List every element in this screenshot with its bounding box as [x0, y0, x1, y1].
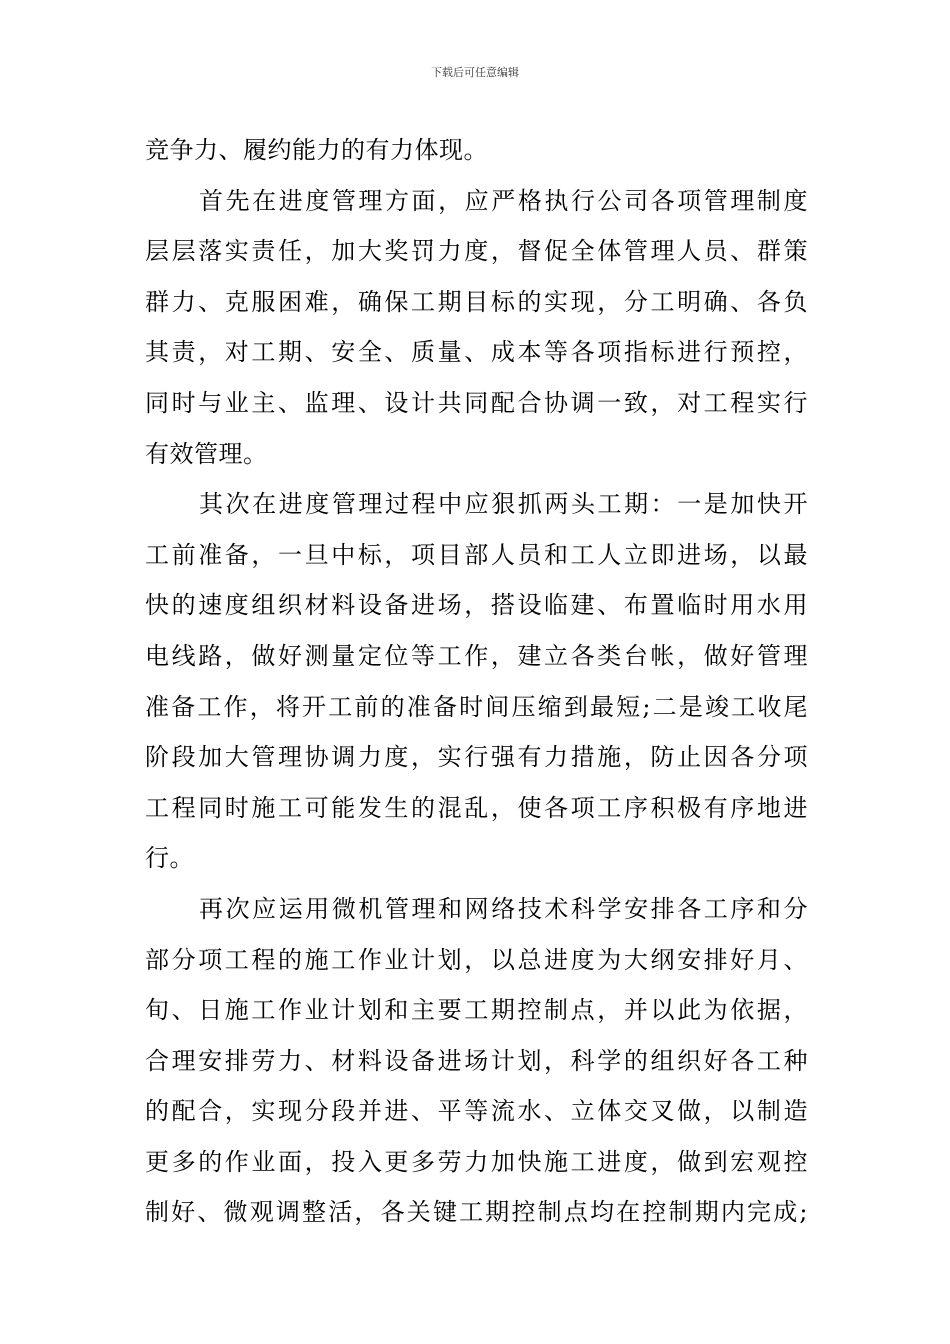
text-line: 有效管理。: [145, 439, 268, 468]
text-line: 制好、微观调整活，各关键工期控制点均在控制期内完成;: [145, 1198, 808, 1227]
text-line: 部分项工程的施工作业计划，以总进度为大纲安排好月、: [145, 945, 808, 974]
text-line: 竞争力、履约能力的有力体现。: [145, 136, 488, 164]
text-line: 的配合，实现分段并进、平等流水、立体交叉做，以制造: [145, 1097, 808, 1126]
document-body: [145, 125, 808, 1238]
text-line: 工程同时施工可能发生的混乱，使各项工序积极有序地进: [145, 793, 808, 822]
text-line: 快的速度组织材料设备进场，搭设临建、布置临时用水用: [145, 591, 808, 620]
text-line: 同时与业主、监理、设计共同配合协调一致，对工程实行: [145, 388, 808, 417]
text-line: 旬、日施工作业计划和主要工期控制点，并以此为依据，: [145, 996, 808, 1025]
text-line: 准备工作，将开工前的准备时间压缩到最短;二是竣工收尾: [145, 692, 808, 721]
text-line: 工前准备，一旦中标，项目部人员和工人立即进场，以最: [145, 540, 808, 569]
text-line: 层层落实责任，加大奖罚力度，督促全体管理人员、群策: [145, 237, 808, 266]
paragraph-first-line: 再次应运用微机管理和网络技术科学安排各工序和分: [199, 894, 808, 923]
paragraph-first-line: 其次在进度管理过程中应狠抓两头工期：一是加快开: [199, 490, 808, 519]
page-header-note: 下载后可任意编辑: [431, 66, 519, 79]
paragraph-first-line: 首先在进度管理方面，应严格执行公司各项管理制度: [199, 186, 808, 215]
text-line: 电线路，做好测量定位等工作，建立各类台帐，做好管理: [145, 641, 808, 670]
text-line: 阶段加大管理协调力度，实行强有力措施，防止因各分项: [145, 743, 808, 772]
text-line: 其责，对工期、安全、质量、成本等各项指标进行预控，: [145, 338, 808, 367]
text-line: 更多的作业面，投入更多劳力加快施工进度，做到宏观控: [145, 1147, 808, 1176]
text-line: 行。: [145, 844, 194, 873]
text-line: 群力、克服困难，确保工期目标的实现，分工明确、各负: [145, 287, 808, 316]
text-line: 合理安排劳力、材料设备进场计划，科学的组织好各工种: [145, 1046, 808, 1075]
